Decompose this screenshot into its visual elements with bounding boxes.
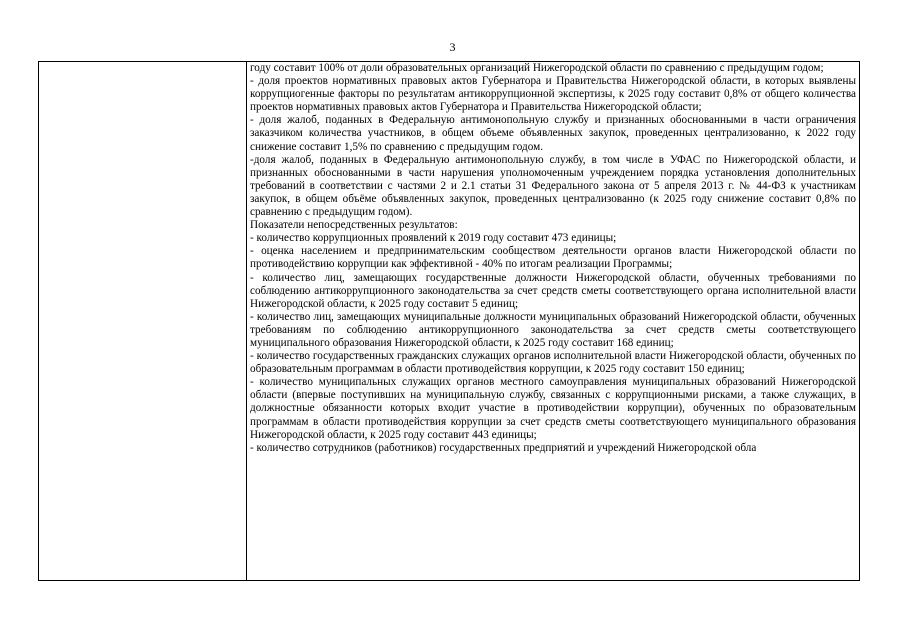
document-table — [38, 61, 860, 581]
paragraph: - количество сотрудников (работников) государственных предприятий и учреждений Нижегородской обла — [250, 441, 757, 454]
paragraph: - количество муниципальных служащих органов местного самоуправления муниципальных образований Нижегородской области (впервые поступивших на муниципальную службу, связанных с коррупционными рисками, а также служащих, в должностные обязанности которых входит участие в противодействии коррупции), обученных по образовательным программам в области противодействия коррупции за счет средств сметы соответствующего муниципального образования Нижегородской области, к 2025 году составит 443 единицы; — [250, 376, 856, 441]
paragraph: - количество лиц, замещающих государственные должности Нижегородской области, обученных требованиями по соблюдению антикоррупционного законодательства за счет средств сметы соответствующего органа исполнительной власти Нижегородской области, к 2025 году составит 5 единиц; — [250, 271, 856, 310]
section-heading: Показатели непосредственных результатов: — [250, 219, 458, 232]
page-number: 3 — [449, 40, 456, 54]
paragraph: -доля жалоб, поданных в Федеральную антимонопольную службу, в том числе в УФАС по Нижегородской области, и признанных обоснованными в части нарушения уполномоченным учреждением порядка установления дополнительных требований в соответствии с частями 2 и 2.1 статьи 31 Федерального закона от 5 апреля 2013 г. № 44-ФЗ к участникам закупок, в общем объёме объявленных закупок, проведенных централизованно (к 2025 году снижение составит 0,8% по сравнению с предыдущим годом). — [250, 153, 856, 219]
paragraph: - количество государственных гражданских служащих органов исполнительной власти Нижегородской области, обученных по образовательным программам в области противодействия коррупции, к 2025 году составит 150 единиц; — [250, 350, 856, 376]
paragraph: - количество лиц, замещающих муниципальные должности муниципальных образований Нижегородской области, обученных требованиям по соблюдению антикоррупционного законодательства за счет средств сметы соответствующего муниципального образования Нижегородской области, к 2025 году составит 168 единиц; — [250, 310, 856, 349]
text-column — [250, 62, 856, 455]
paragraph: - доля жалоб, поданных в Федеральную антимонопольную службу и признанных обоснованными в части ограничения заказчиком количества участников, в общем объеме объявленных закупок, проведенных централизованно, к 2022 году снижение составит 1,5% по сравнению с предыдущим годом. — [250, 114, 856, 153]
paragraph: - доля проектов нормативных правовых актов Губернатора и Правительства Нижегородской области, в которых выявлены коррупциогенные факторы по результатам антикоррупционной экспертизы, к 2025 году составит 0,8% от общего количества проектов нормативных правовых актов Губернатора и Правительства Нижегородской области; — [250, 75, 856, 114]
column-divider — [246, 62, 247, 580]
paragraph: - количество коррупционных проявлений к 2019 году составит 473 единицы; — [250, 232, 617, 245]
paragraph: году составит 100% от доли образовательных организаций Нижегородской области по сравнению с предыдущим годом; — [250, 62, 824, 74]
paragraph: - оценка населением и предпринимательским сообществом деятельности органов власти Нижегородской области по противодействию коррупции как эффективной - 40% по итогам реализации Программы; — [250, 245, 856, 271]
